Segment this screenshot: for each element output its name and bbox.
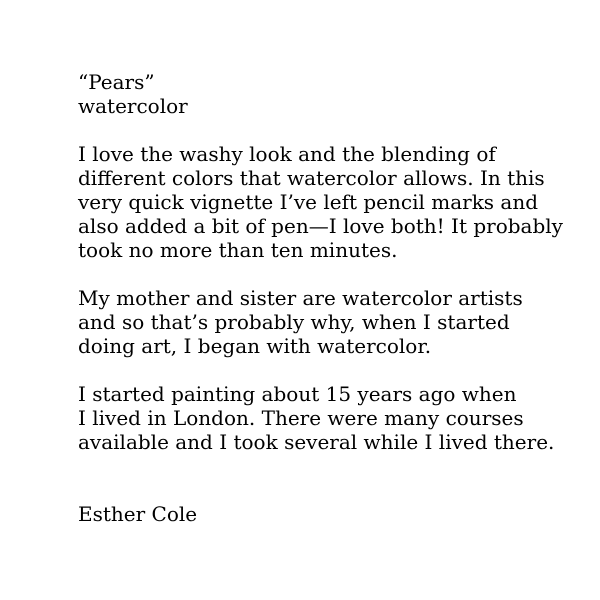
document-page: [78, 70, 588, 526]
paragraph-line: I lived in London. There were many courses: [78, 406, 524, 430]
spacer: [78, 118, 588, 142]
paragraph-3: [78, 382, 588, 454]
paragraph-line: I love the washy look and the blending of: [78, 142, 496, 166]
paragraph-2: [78, 286, 588, 358]
artwork-medium: watercolor: [78, 94, 188, 118]
paragraph-line: doing art, I began with watercolor.: [78, 334, 432, 358]
paragraph-line: different colors that watercolor allows. In this: [78, 166, 545, 190]
paragraph-line: available and I took several while I lived there.: [78, 430, 555, 454]
spacer: [78, 262, 588, 286]
spacer: [78, 454, 588, 502]
paragraph-1: [78, 142, 588, 262]
paragraph-line: My mother and sister are watercolor artists: [78, 286, 523, 310]
artwork-header: [78, 70, 588, 118]
paragraph-line: and so that’s probably why, when I started: [78, 310, 510, 334]
signature-block: [78, 502, 588, 526]
paragraph-line: I started painting about 15 years ago when: [78, 382, 517, 406]
spacer: [78, 358, 588, 382]
author-signature: Esther Cole: [78, 502, 198, 526]
artwork-title: “Pears”: [78, 70, 155, 94]
paragraph-line: also added a bit of pen—I love both! It probably: [78, 214, 563, 238]
paragraph-line: took no more than ten minutes.: [78, 238, 398, 262]
paragraph-line: very quick vignette I’ve left pencil marks and: [78, 190, 539, 214]
